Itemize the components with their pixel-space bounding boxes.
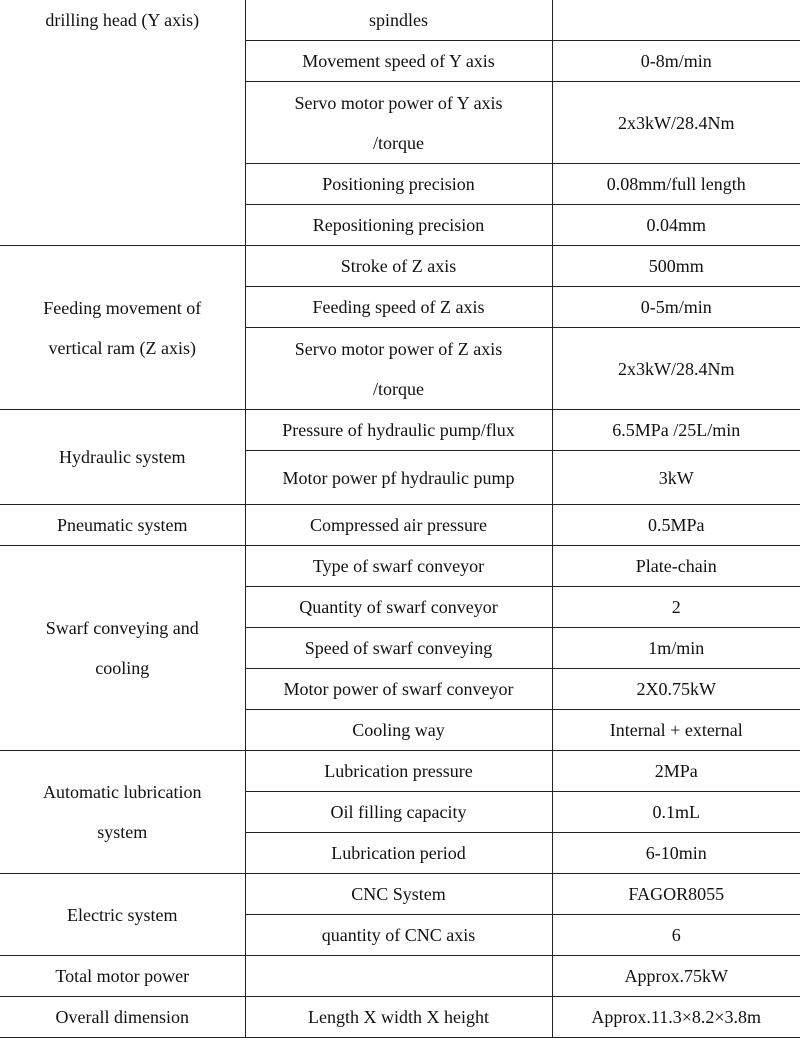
- value-cell: [552, 0, 800, 41]
- value-cell: 1m/min: [552, 628, 800, 669]
- param-cell: Movement speed of Y axis: [245, 41, 552, 82]
- param-cell: Motor power of swarf conveyor: [245, 669, 552, 710]
- param-cell: [245, 956, 552, 997]
- value-cell: Approx.75kW: [552, 956, 800, 997]
- param-cell: [245, 328, 552, 410]
- value-cell: 0.1mL: [552, 792, 800, 833]
- param-line-2: /torque: [373, 378, 424, 399]
- value-cell: 2X0.75kW: [552, 669, 800, 710]
- group-line-1: Automatic lubrication: [43, 782, 202, 802]
- value-cell: 6: [552, 915, 800, 956]
- param-cell: Motor power pf hydraulic pump: [245, 451, 552, 505]
- value-cell: 0-5m/min: [552, 287, 800, 328]
- param-cell: Speed of swarf conveying: [245, 628, 552, 669]
- value-cell: 0.04mm: [552, 205, 800, 246]
- param-cell: Lubrication period: [245, 833, 552, 874]
- group-cell: Hydraulic system: [0, 410, 245, 505]
- group-cell: Electric system: [0, 874, 245, 956]
- param-cell: Pressure of hydraulic pump/flux: [245, 410, 552, 451]
- value-cell: Plate-chain: [552, 546, 800, 587]
- param-cell: Positioning precision: [245, 164, 552, 205]
- group-cell: Total motor power: [0, 956, 245, 997]
- value-cell: 2MPa: [552, 751, 800, 792]
- param-cell: CNC System: [245, 874, 552, 915]
- group-line-2: cooling: [95, 658, 150, 678]
- value-cell: 6-10min: [552, 833, 800, 874]
- value-cell: 2x3kW/28.4Nm: [552, 82, 800, 164]
- param-cell: Oil filling capacity: [245, 792, 552, 833]
- value-cell: 3kW: [552, 451, 800, 505]
- group-cell: [0, 546, 245, 751]
- value-cell: 2x3kW/28.4Nm: [552, 328, 800, 410]
- param-cell: Compressed air pressure: [245, 505, 552, 546]
- param-cell: Stroke of Z axis: [245, 246, 552, 287]
- value-cell: 2: [552, 587, 800, 628]
- group-line-1: Swarf conveying and: [45, 618, 199, 638]
- group-cell: [0, 246, 245, 410]
- table-row: [0, 505, 800, 546]
- table-row: [0, 0, 800, 41]
- param-line-2: /torque: [373, 132, 424, 153]
- value-cell: 0.08mm/full length: [552, 164, 800, 205]
- value-cell: 6.5MPa /25L/min: [552, 410, 800, 451]
- group-cell: Overall dimension: [0, 997, 245, 1038]
- param-cell: [245, 82, 552, 164]
- table-row: [0, 874, 800, 915]
- value-cell: 500mm: [552, 246, 800, 287]
- param-line-1: Servo motor power of Y axis: [294, 92, 503, 113]
- param-cell: Lubrication pressure: [245, 751, 552, 792]
- param-cell: Cooling way: [245, 710, 552, 751]
- table-row: [0, 997, 800, 1038]
- param-cell: Quantity of swarf conveyor: [245, 587, 552, 628]
- table-row: [0, 546, 800, 587]
- group-cell: [0, 751, 245, 874]
- group-line-1: Feeding movement of: [43, 297, 202, 318]
- table-row: [0, 751, 800, 792]
- table-row: [0, 410, 800, 451]
- table-row: [0, 246, 800, 287]
- value-cell: Approx.11.3×8.2×3.8m: [552, 997, 800, 1038]
- value-cell: 0.5MPa: [552, 505, 800, 546]
- group-line-2: system: [97, 822, 148, 842]
- param-line-1: Servo motor power of Z axis: [294, 338, 503, 359]
- group-line-2: vertical ram (Z axis): [48, 337, 196, 358]
- param-cell: Type of swarf conveyor: [245, 546, 552, 587]
- value-cell: Internal + external: [552, 710, 800, 751]
- table-row: [0, 956, 800, 997]
- param-cell: Repositioning precision: [245, 205, 552, 246]
- group-cell: [0, 0, 245, 246]
- param-cell: Length X width X height: [245, 997, 552, 1038]
- value-cell: 0-8m/min: [552, 41, 800, 82]
- group-cell: Pneumatic system: [0, 505, 245, 546]
- group-label: drilling head (Y axis): [45, 10, 200, 30]
- value-cell: FAGOR8055: [552, 874, 800, 915]
- param-cell: quantity of CNC axis: [245, 915, 552, 956]
- param-cell: Feeding speed of Z axis: [245, 287, 552, 328]
- param-cell: spindles: [245, 0, 552, 41]
